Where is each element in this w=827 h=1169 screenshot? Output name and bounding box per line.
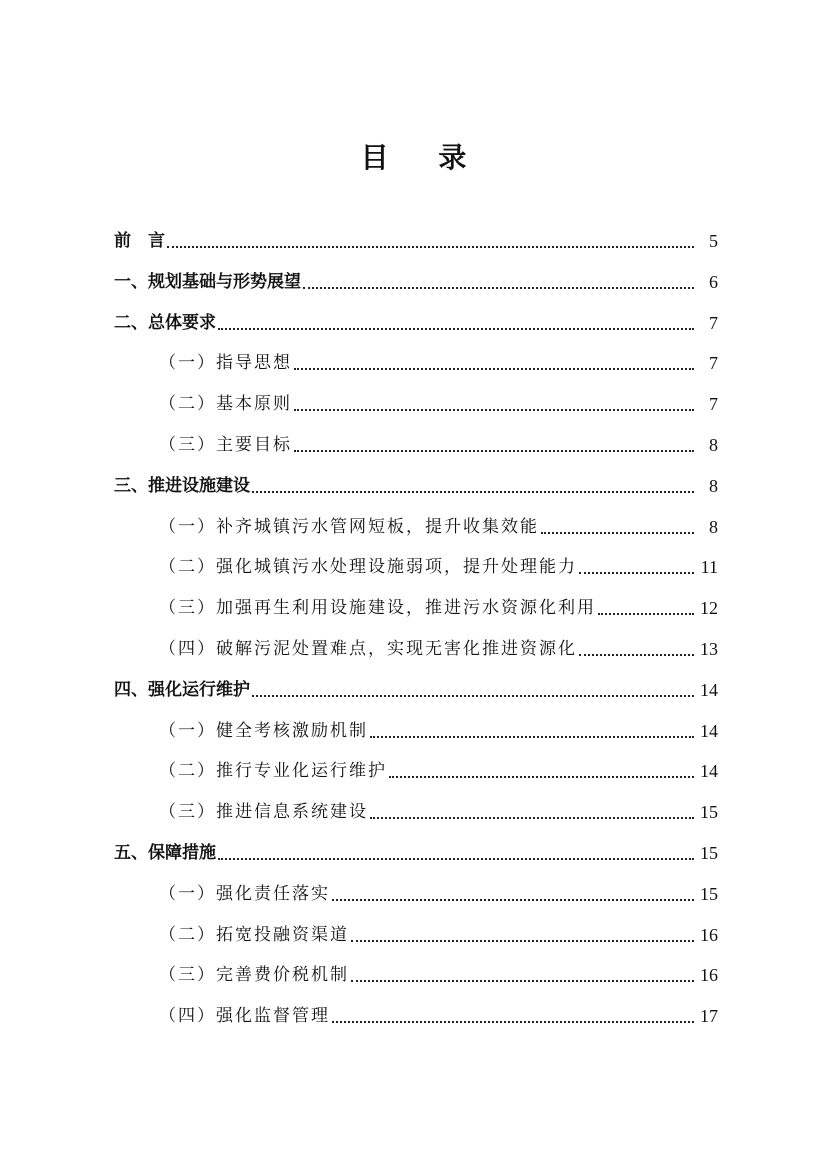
toc-entry-chapter[interactable] <box>0 677 827 701</box>
toc-entry-section[interactable] <box>0 391 827 415</box>
toc-entry-section[interactable] <box>0 1003 827 1027</box>
toc-entry-section[interactable] <box>0 758 827 782</box>
toc-entry-section[interactable] <box>0 554 827 578</box>
dot-leader <box>218 858 694 860</box>
toc-entry-page-number: 8 <box>709 435 718 455</box>
toc-entry-section[interactable] <box>0 881 827 905</box>
toc-entry-page-number: 15 <box>700 883 718 904</box>
toc-entry-section[interactable] <box>0 799 827 823</box>
toc-entry-page-number: 13 <box>700 639 718 659</box>
toc-entry-section[interactable] <box>0 922 827 946</box>
toc-entry-label: （二）强化城镇污水处理设施弱项，提升处理能力 <box>159 557 577 578</box>
toc-entry-label: 四、强化运行维护 <box>114 679 250 700</box>
toc-entry-page-number: 16 <box>700 924 718 945</box>
toc-entry-chapter[interactable] <box>0 228 827 252</box>
toc-entry-label: （一）强化责任落实 <box>159 883 330 904</box>
dot-leader <box>579 572 694 574</box>
dot-leader <box>351 980 694 982</box>
toc-entry-page-number: 7 <box>709 394 718 415</box>
toc-entry-page-number: 15 <box>700 843 718 863</box>
toc-entry-section[interactable] <box>0 636 827 660</box>
toc-entry-label: （一）健全考核激励机制 <box>159 720 368 741</box>
dot-leader <box>294 368 694 370</box>
toc-entry-page-number: 8 <box>709 516 718 537</box>
toc-entry-label: （二）基本原则 <box>159 394 292 415</box>
toc-entry-label: 一、规划基础与形势展望 <box>114 271 301 292</box>
dot-leader <box>579 654 694 656</box>
dot-leader <box>351 940 694 942</box>
toc-entry-label: （一）指导思想 <box>159 353 292 374</box>
dot-leader <box>294 409 694 411</box>
toc-entry-page-number: 8 <box>709 475 718 496</box>
toc-entry-page-number: 14 <box>700 679 718 700</box>
dot-leader <box>598 613 694 615</box>
toc-entry-section[interactable] <box>0 962 827 986</box>
toc-entry-label: 前 言 <box>114 231 165 251</box>
dot-leader <box>541 532 694 534</box>
toc-entry-section[interactable] <box>0 514 827 538</box>
toc-entry-page-number: 5 <box>709 231 718 251</box>
dot-leader <box>167 246 694 248</box>
toc-entry-chapter[interactable] <box>0 473 827 497</box>
toc-entry-page-number: 14 <box>700 720 718 741</box>
toc-entry-label: （三）推进信息系统建设 <box>159 802 368 823</box>
toc-entry-page-number: 12 <box>700 598 718 619</box>
toc-entry-page-number: 14 <box>700 761 718 782</box>
toc-entry-page-number: 15 <box>700 802 718 823</box>
toc-entry-chapter[interactable] <box>0 310 827 334</box>
toc-entry-page-number: 17 <box>700 1006 718 1027</box>
dot-leader <box>332 1021 694 1023</box>
toc-entry-chapter[interactable] <box>0 269 827 293</box>
toc-entry-label: 五、保障措施 <box>114 843 216 863</box>
dot-leader <box>218 328 694 330</box>
toc-title: 目 录 <box>360 141 487 174</box>
toc-entry-page-number: 6 <box>709 271 718 292</box>
toc-entry-label: （二）推行专业化运行维护 <box>159 761 387 782</box>
toc-entry-page-number: 7 <box>709 312 718 333</box>
toc-entry-label: （三）主要目标 <box>159 435 292 455</box>
toc-entry-label: 三、推进设施建设 <box>114 475 250 496</box>
toc-entry-page-number: 16 <box>700 965 718 986</box>
toc-entry-label: （四）破解污泥处置难点，实现无害化推进资源化 <box>159 639 577 659</box>
toc-entry-section[interactable] <box>0 595 827 619</box>
toc-entry-label: 二、总体要求 <box>114 312 216 333</box>
toc-entry-page-number: 11 <box>700 557 718 578</box>
dot-leader <box>332 899 694 901</box>
toc-entry-label: （一）补齐城镇污水管网短板，提升收集效能 <box>159 516 539 537</box>
toc-entry-section[interactable] <box>0 432 827 456</box>
toc-entry-section[interactable] <box>0 718 827 742</box>
dot-leader <box>370 817 694 819</box>
toc-entry-label: （四）强化监督管理 <box>159 1006 330 1027</box>
toc-entry-label: （三）完善费价税机制 <box>159 965 349 986</box>
toc-entry-page-number: 7 <box>709 353 718 374</box>
dot-leader <box>389 776 694 778</box>
dot-leader <box>252 695 694 697</box>
toc-entry-section[interactable] <box>0 350 827 374</box>
dot-leader <box>294 450 694 452</box>
toc-entry-chapter[interactable] <box>0 840 827 864</box>
dot-leader <box>370 736 694 738</box>
dot-leader <box>303 287 694 289</box>
toc-entry-label: （三）加强再生利用设施建设，推进污水资源化利用 <box>159 598 596 619</box>
dot-leader <box>252 491 694 493</box>
toc-entry-label: （二）拓宽投融资渠道 <box>159 924 349 945</box>
